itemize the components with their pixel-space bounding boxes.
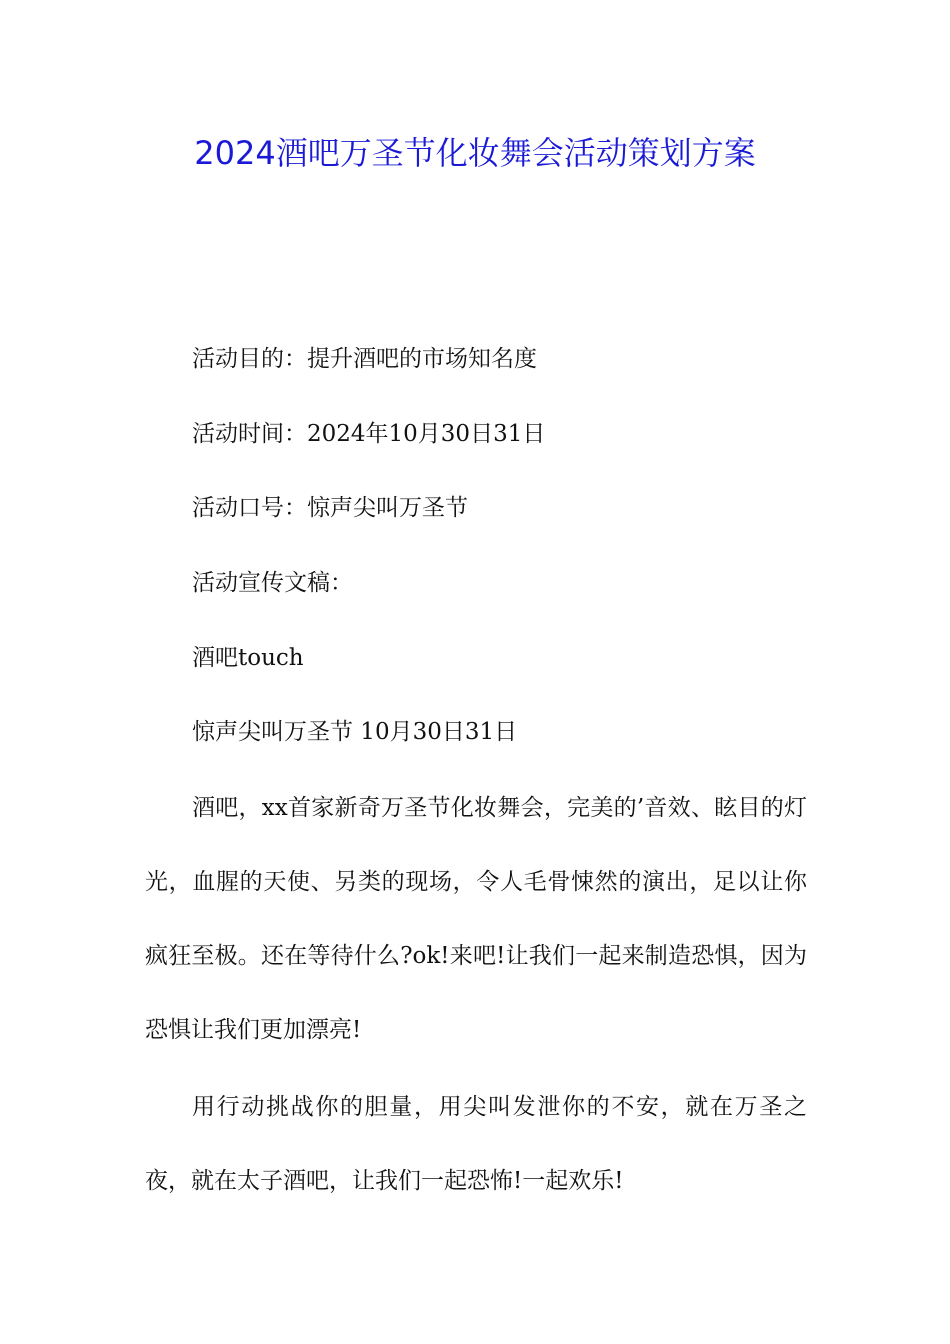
promo-paragraph-1: 酒吧，xx首家新奇万圣节化妆舞会，完美的’音效、眩目的灯光，血腥的天使、另类的现场，令人毛骨悚然的演出，足以让你疯狂至极。还在等待什么?ok!来吧!让我们一起来制造恐惧，因为恐惧让我们更加漂亮! bbox=[145, 795, 807, 1043]
time-line: 活动时间：2024年10月30日31日 bbox=[192, 421, 546, 447]
bar-name-line: 酒吧touch bbox=[192, 645, 304, 671]
promo-heading-line: 活动宣传文稿： bbox=[192, 570, 353, 596]
event-date-line: 惊声尖叫万圣节 10月30日31日 bbox=[192, 719, 518, 745]
promo-paragraph-2: 用行动挑战你的胆量，用尖叫发泄你的不安，就在万圣之夜，就在太子酒吧，让我们一起恐怖!一起欢乐! bbox=[145, 1094, 807, 1194]
purpose-line: 活动目的：提升酒吧的市场知名度 bbox=[192, 346, 537, 372]
slogan-line: 活动口号：惊声尖叫万圣节 bbox=[192, 495, 468, 521]
document-title: 2024酒吧万圣节化妆舞会活动策划方案 bbox=[194, 134, 756, 172]
